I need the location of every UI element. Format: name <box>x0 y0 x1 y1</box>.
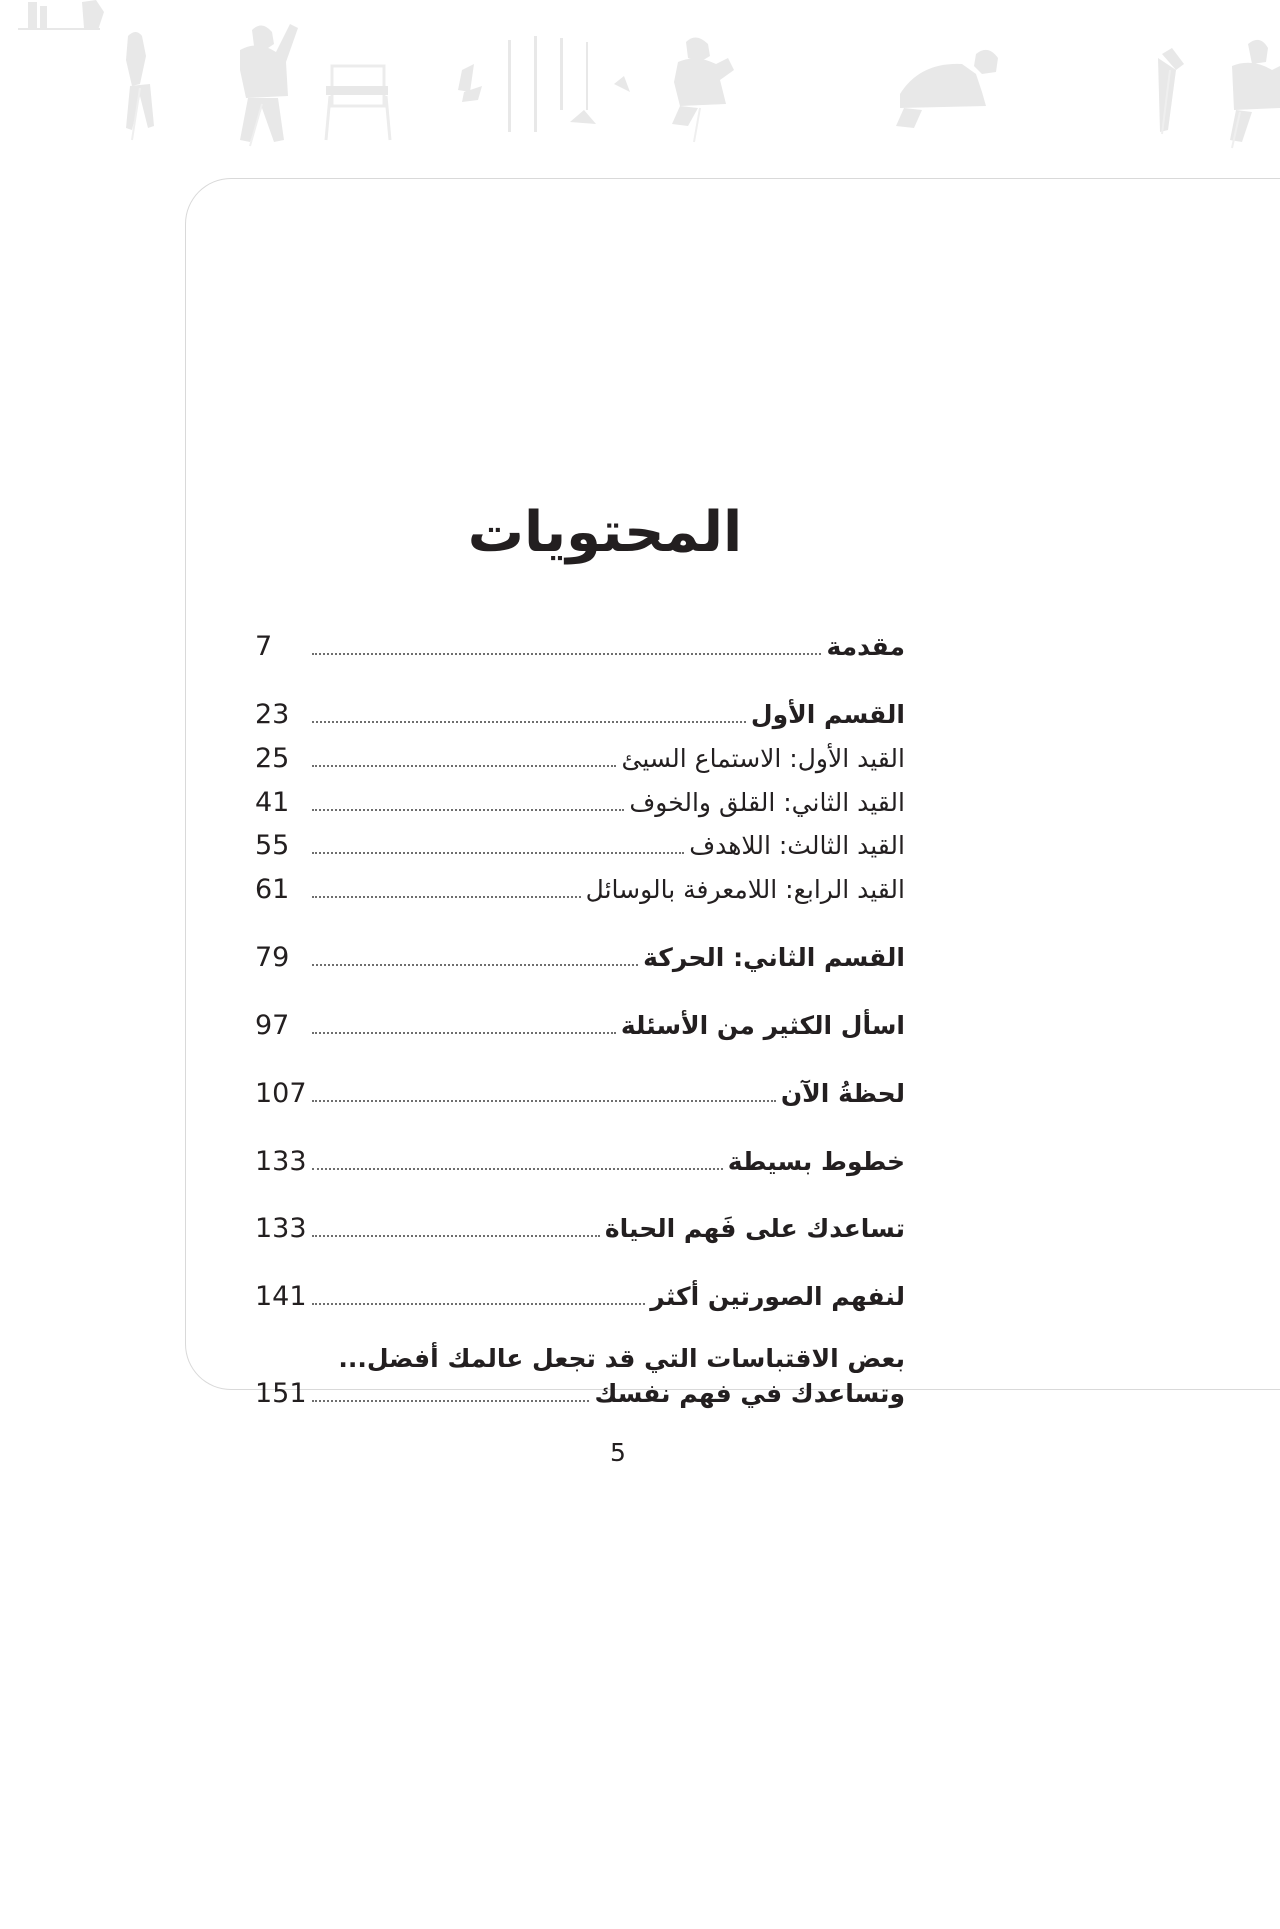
toc-entry-moment-now[interactable] <box>255 1073 905 1115</box>
toc-entry-label-line-two: وتساعدك في فهم نفسك <box>594 1379 905 1409</box>
toc-entry-introduction[interactable] <box>255 626 905 668</box>
toc-entry-ask-questions[interactable] <box>255 1005 905 1047</box>
toc-entry-constraint-one[interactable] <box>255 738 905 780</box>
toc-leader-dots <box>312 852 684 854</box>
toc-leader-dots <box>312 765 616 767</box>
people-illustration-icon <box>0 0 1280 150</box>
toc-leader-dots <box>312 809 624 811</box>
toc-entry-section-one[interactable] <box>255 694 905 736</box>
toc-leader-dots <box>312 1303 645 1305</box>
toc-entry-label: القسم الثاني: الحركة <box>643 943 905 973</box>
toc-entry-label: القيد الرابع: اللامعرفة بالوسائل <box>585 875 905 905</box>
toc-entry-constraint-three[interactable] <box>255 825 905 867</box>
header-decoration-band <box>0 0 1280 150</box>
toc-entry-page: 23 <box>255 698 290 730</box>
toc-entry-label: لحظةُ الآن <box>780 1078 905 1108</box>
toc-entry-label: القيد الأول: الاستماع السيئ <box>621 743 905 773</box>
toc-leader-dots <box>312 964 638 966</box>
toc-entry-simple-lines[interactable] <box>255 1141 905 1183</box>
toc-entry-page: 61 <box>255 874 290 906</box>
toc-entry-page: 141 <box>255 1281 307 1313</box>
toc-entry-constraint-two[interactable] <box>255 782 905 824</box>
toc-entry-label: اسأل الكثير من الأسئلة <box>620 1010 905 1040</box>
toc-entry-label: القيد الثالث: اللاهدف <box>689 831 905 861</box>
toc-leader-dots <box>312 1100 776 1102</box>
toc-leader-dots <box>312 1235 600 1237</box>
toc-leader-dots <box>312 1168 723 1170</box>
toc-entry-page: 97 <box>255 1009 290 1041</box>
toc-entry-label: لنفهم الصورتين أكثر <box>650 1282 905 1312</box>
toc-entry-page: 7 <box>255 631 273 662</box>
toc-entry-label: تساعدك على فَهم الحياة <box>604 1214 905 1244</box>
toc-leader-dots <box>312 721 746 723</box>
toc-entry-two-pictures[interactable] <box>255 1276 905 1318</box>
toc-leader-dots <box>312 896 581 898</box>
toc-entry-page: 41 <box>255 786 290 818</box>
toc-entry-label: القسم الأول <box>750 699 905 729</box>
toc-entry-page: 79 <box>255 942 290 974</box>
page-number: 5 <box>610 1438 626 1467</box>
toc-entry-page: 133 <box>255 1213 307 1245</box>
toc-entry-page: 107 <box>255 1077 307 1109</box>
page-title: المحتويات <box>467 500 743 565</box>
toc-entry-constraint-four[interactable] <box>255 869 905 911</box>
toc-entry-page: 133 <box>255 1145 307 1177</box>
toc-entry-label: مقدمة <box>826 632 905 661</box>
toc-entry-section-two[interactable] <box>255 937 905 979</box>
toc-entry-page: 55 <box>255 830 290 862</box>
toc-leader-dots <box>312 1400 589 1402</box>
toc-entry-label: خطوط بسيطة <box>727 1146 905 1176</box>
toc-entry-understand-life[interactable] <box>255 1208 905 1250</box>
table-of-contents <box>255 600 905 1415</box>
toc-leader-dots <box>312 653 821 655</box>
toc-entry-label-line-one: بعض الاقتباسات التي قد تجعل عالمك أفضل... <box>338 1344 905 1374</box>
toc-entry-quotes[interactable] <box>255 1344 905 1415</box>
toc-entry-label: القيد الثاني: القلق والخوف <box>629 787 905 817</box>
toc-leader-dots <box>312 1032 616 1034</box>
toc-entry-page: 151 <box>255 1378 307 1410</box>
toc-entry-page: 25 <box>255 742 290 774</box>
